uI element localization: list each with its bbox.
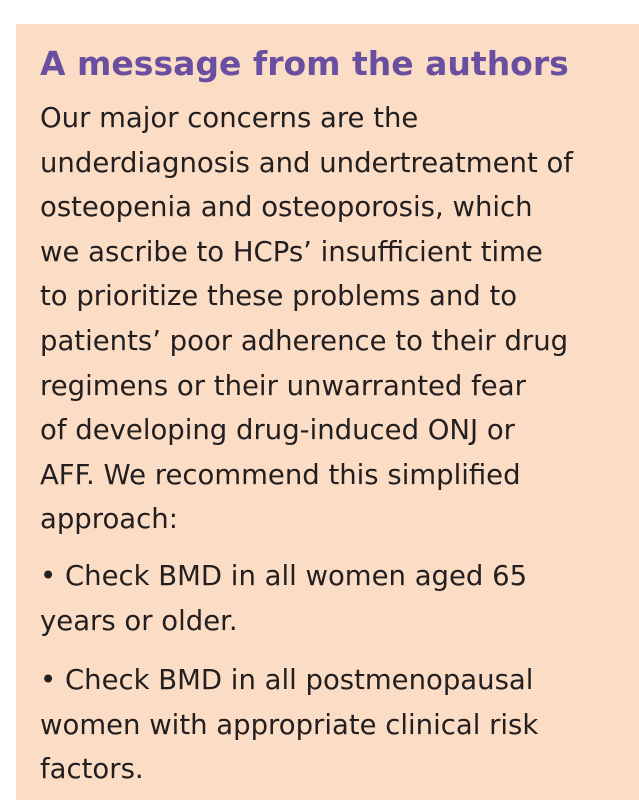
intro-paragraph [40,96,639,542]
paragraph-line: AFF. We recommend this simplified [40,458,521,491]
paragraph-line: of developing drug-induced ONJ or [40,414,515,447]
paragraph-line: regimens or their unwarranted fear [40,369,526,402]
bullet-line: years or older. [40,604,238,637]
bullet-item-women-65 [40,554,639,643]
authors-message-box [16,24,639,800]
box-title: A message from the authors [40,44,569,83]
paragraph-line: underdiagnosis and undertreatment of [40,146,573,179]
bullet-line: women with appropriate clinical risk [40,708,539,741]
bullet-item-postmenopausal [40,658,639,792]
paragraph-line: approach: [40,503,178,536]
paragraph-line: we ascribe to HCPs’ insufficient time [40,235,543,268]
bullet-line: factors. [40,753,144,786]
paragraph-line: osteopenia and osteoporosis, which [40,191,533,224]
bullet-line: • Check BMD in all postmenopausal [40,664,534,697]
paragraph-line: patients’ poor adherence to their drug [40,324,569,357]
paragraph-line: to prioritize these problems and to [40,280,518,313]
bullet-line: • Check BMD in all women aged 65 [40,559,528,592]
paragraph-line: Our major concerns are the [40,102,419,134]
